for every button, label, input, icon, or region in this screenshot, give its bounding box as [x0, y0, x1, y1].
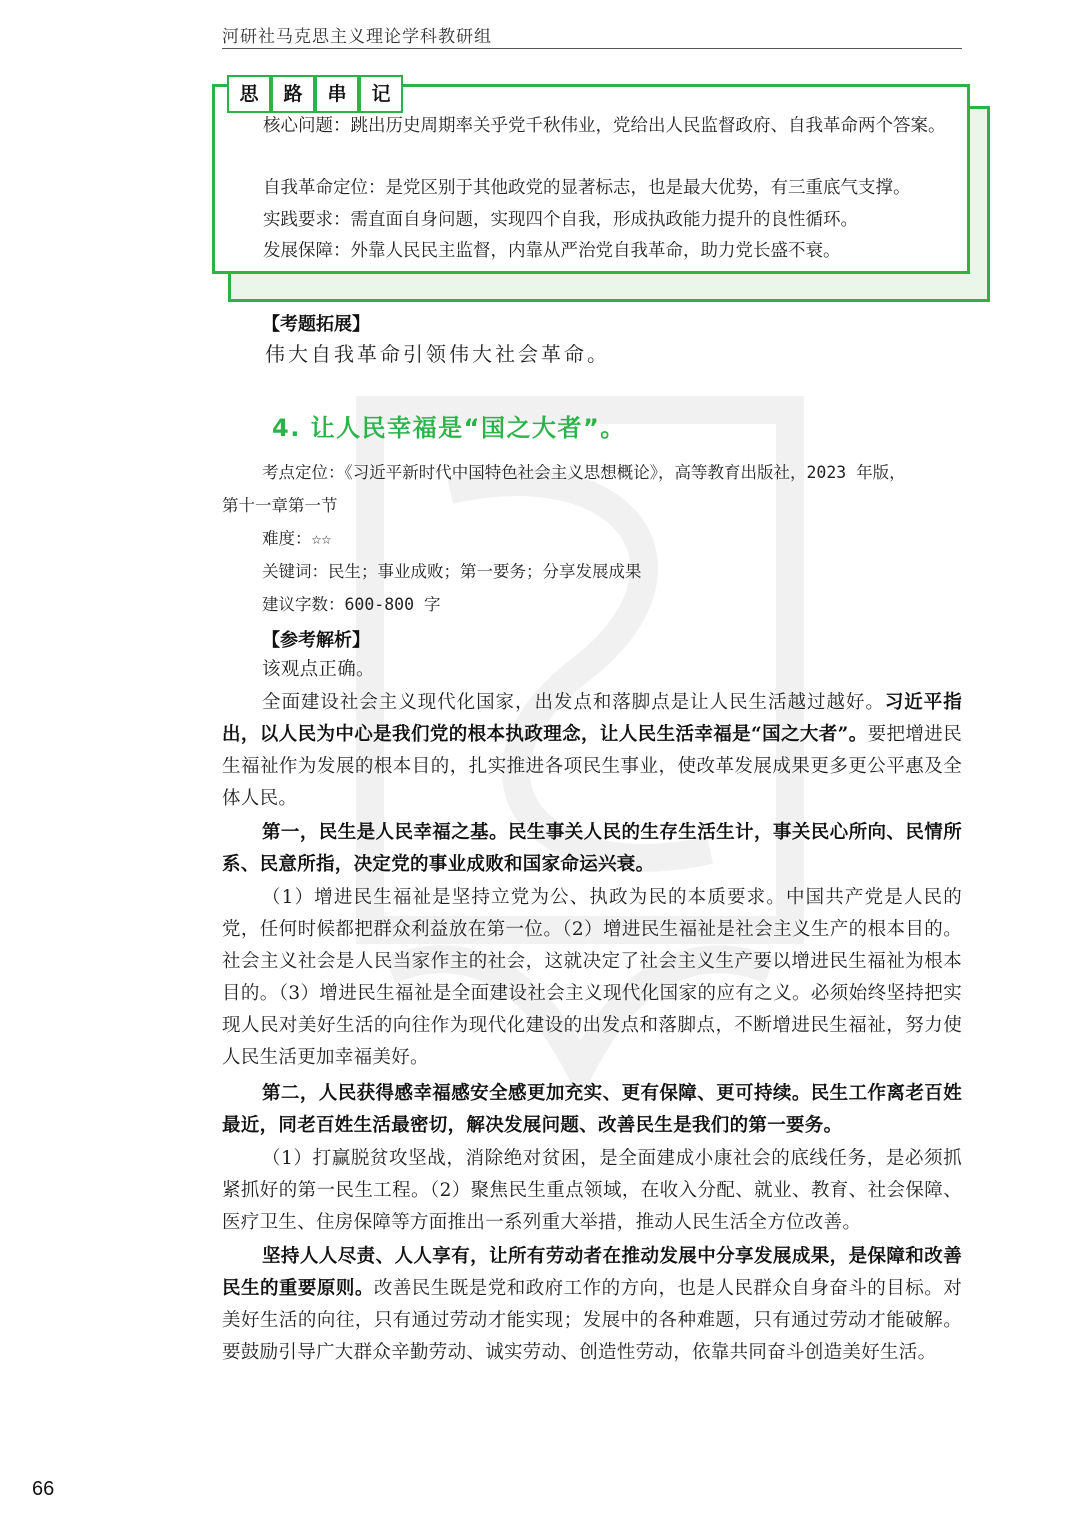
analysis-p7 — [222, 1241, 962, 1369]
difficulty: 难度：☆☆ — [262, 529, 332, 548]
analysis-p5 — [222, 1078, 962, 1142]
box-line-core: 核心问题：跳出历史周期率关乎党千秋伟业，党给出人民监督政府、自我革命两个答案。 — [263, 116, 946, 136]
box-tab-3: 串 — [315, 75, 359, 113]
keywords: 关键词：民生；事业成败；第一要务；分享发展成果 — [262, 562, 642, 581]
box-line-guarantee: 发展保障：外靠人民民主监督，内靠从严治党自我革命，助力党长盛不衰。 — [263, 241, 841, 261]
box-tab-1: 思 — [227, 75, 271, 113]
p2-intro: 全面建设社会主义现代化国家，出发点和落脚点是让人民生活越过越好。 — [262, 692, 885, 713]
box-line-position: 自我革命定位：是党区别于其他政党的显著标志，也是最大优势，有三重底气支撑。 — [263, 178, 911, 198]
kaodian-line-2: 第十一章第一节 — [222, 496, 338, 515]
p3-bold: 第一，民生是人民幸福之基。民生事关人民的生存生活生计，事关民心所向、民情所系、民意所指，决定党的事业成败和国家命运兴衰。 — [222, 822, 962, 875]
box-tab-4: 记 — [359, 75, 403, 113]
running-header: 河研社马克思主义理论学科教研组 — [222, 22, 962, 49]
summary-box — [212, 84, 970, 274]
exam-extension-text: 伟大自我革命引领伟大社会革命。 — [265, 342, 610, 366]
p7-rest: 改善民生既是党和政府工作的方向，也是人民群众自身奋斗的目标。对美好生活的向往，只有通过劳动才能实现；发展中的各种难题，只有通过劳动才能破解。要鼓励引导广大群众辛勤劳动、诚实劳动、创造性劳动，依靠共同奋斗创造美好生活。 — [222, 1278, 962, 1363]
kaodian-line-1: 考点定位：《习近平新时代中国特色社会主义思想概论》，高等教育出版社，2023 年版， — [262, 463, 906, 482]
analysis-heading: 【参考解析】 — [262, 630, 370, 651]
section-title: 4. 让人民幸福是“国之大者”。 — [272, 414, 626, 442]
analysis-p1: 该观点正确。 — [262, 659, 375, 680]
word-count: 建议字数：600-800 字 — [262, 595, 441, 614]
box-tab-2: 路 — [271, 75, 315, 113]
p2-bold: 习近平指出，以人民为中心是我们党的根本执政理念，让人民生活幸福是“国之大者”。 — [222, 692, 963, 745]
p7-bold: 坚持人人尽责、人人享有，让所有劳动者在推动发展中分享发展成果，是保障和改善民生的重要原则。 — [222, 1246, 962, 1299]
page-number: 66 — [32, 1478, 55, 1500]
p5-bold: 第二，人民获得感幸福感安全感更加充实、更有保障、更可持续。民生工作离老百姓最近，同老百姓生活最密切，解决发展问题、改善民生是我们的第一要务。 — [222, 1083, 962, 1136]
analysis-p3 — [222, 817, 962, 881]
analysis-p4: （1）增进民生福祉是坚持立党为公、执政为民的本质要求。中国共产党是人民的党，任何时候都把群众利益放在第一位。（2）增进民生福祉是社会主义生产的根本目的。社会主义社会是人民当家作主的社会，这就决定了社会主义生产要以增进民生福祉为根本目的。（3）增进民生福祉是全面建设社会主义现代化国家的应有之义。必须始终坚持把实现人民对美好生活的向往作为现代化建设的出发点和落脚点，不断增进民生福祉，努力使人民生活更加幸福美好。 — [222, 887, 962, 1068]
box-line-practice: 实践要求：需直面自身问题，实现四个自我，形成执政能力提升的良性循环。 — [263, 210, 858, 230]
analysis-p2 — [222, 687, 962, 815]
p2-rest: 要把增进民生福祉作为发展的根本目的，扎实推进各项民生事业，使改革发展成果更多更公平惠及全体人民。 — [222, 724, 962, 809]
analysis-p6: （1）打赢脱贫攻坚战，消除绝对贫困，是全面建成小康社会的底线任务，是必须抓紧抓好的第一民生工程。（2）聚焦民生重点领域，在收入分配、就业、教育、社会保障、医疗卫生、住房保障等方面推出一系列重大举措，推动人民生活全方位改善。 — [222, 1148, 962, 1233]
exam-extension-heading: 【考题拓展】 — [262, 314, 370, 335]
